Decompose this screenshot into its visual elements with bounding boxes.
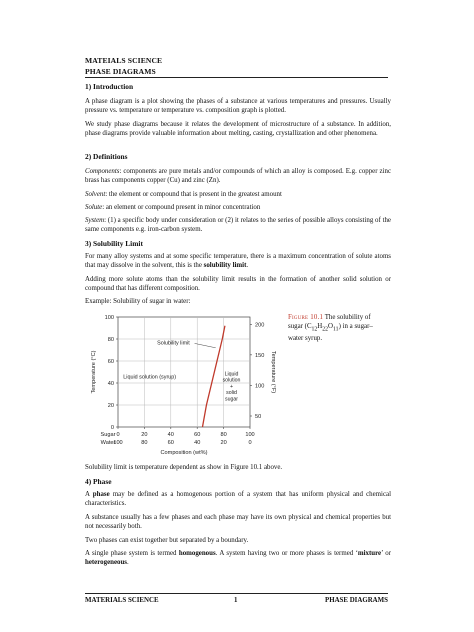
solubility-after-figure: Solubility limit is temperature dependent as show in Figure 10.1 above. — [85, 464, 283, 471]
caption-text-b: H — [317, 323, 323, 330]
y-tick-label: 80 — [107, 337, 114, 343]
phase4-text-c: . A system having two or more phases is termed ‘ — [215, 550, 358, 557]
section-introduction-heading: 1) Introduction — [85, 82, 134, 91]
annotation-two-phase-line: solid — [226, 390, 237, 397]
x-tick-label-sugar: 100 — [245, 432, 255, 438]
section-definitions-heading: 2) Definitions — [85, 152, 128, 161]
x-tick-label-water: 40 — [194, 440, 201, 446]
solubility-limit-term: solubility limit — [203, 262, 247, 269]
annotation-two-phase-line: solution — [222, 377, 241, 384]
solubility-chart — [86, 308, 286, 462]
caption-sub-3: 11 — [333, 326, 339, 333]
phase-paragraph-3: Two phases can exist together but separated by a boundary. — [85, 537, 249, 544]
y-tick-label: 100 — [104, 315, 114, 321]
x-tick-label-sugar: 60 — [194, 432, 201, 438]
term-solvent: Solvent — [85, 191, 106, 198]
definition-system — [85, 216, 391, 234]
y2-axis-label: Temperature (°F) — [270, 350, 276, 394]
solubility-text-c: . — [246, 262, 249, 269]
x-tick-label-sugar: 20 — [141, 432, 148, 438]
footer-right: PHASE DIAGRAMS — [325, 597, 388, 604]
phase-paragraph-1 — [85, 490, 391, 508]
phase4-text-a: A single phase system is termed — [85, 550, 179, 557]
x-tick-label-water: 100 — [113, 440, 123, 446]
y-tick-label: 60 — [107, 359, 114, 365]
section-phase-heading: 4) Phase — [85, 477, 112, 486]
x-row-label-water: Water — [100, 440, 116, 446]
y2-tick-label: 100 — [255, 383, 265, 390]
y2-tick-label: 200 — [255, 322, 265, 329]
definition-solvent — [85, 190, 391, 199]
definition-solvent-text: : the element or compound that is present in the greatest amount — [105, 191, 282, 198]
solubility-paragraph-2: Adding more solute atoms than the solubility limit results in the formation of another solid solution or compound that has different composition. — [85, 276, 391, 292]
intro-paragraph-2: We study phase diagrams because it relates the development of microstructure of a substance. In addition, phase diagrams provide valuable information about melting, casting, crystallization and other phenomena. — [85, 121, 391, 137]
y-axis-label: Temperature (°C) — [91, 350, 97, 394]
solubility-example: Example: Solubility of sugar in water: — [85, 298, 191, 305]
caption-text-c: O — [328, 323, 334, 330]
document-subtitle: PHASE DIAGRAMS — [85, 67, 156, 76]
definition-solute-text: : an element or compound present in minor concentration — [102, 204, 261, 211]
document-title: MATEIALS SCIENCE — [85, 56, 163, 65]
annotation-two-phase-line: Liquid — [224, 371, 239, 378]
definition-components-text: : components are pure metals and/or compounds of which an alloy is composed. E.g. copper zinc brass has components copper (Cu) and zinc (Zn). — [85, 168, 391, 184]
x-tick-label-water: 0 — [248, 440, 252, 446]
figure-label: Figure 10.1 — [288, 314, 324, 321]
x-axis-label: Composition (wt%) — [160, 450, 208, 456]
annotation-two-phase-line: + — [230, 383, 234, 390]
annotation-solubility-limit: Solubility limit — [157, 340, 190, 347]
phase-paragraph-2: A substance usually has a few phases and each phase may have its own physical and chemical properties but not necessarily both. — [85, 514, 391, 530]
y-tick-label: 20 — [107, 403, 114, 409]
y2-tick-label: 150 — [255, 352, 265, 359]
intro-paragraph-1: A phase diagram is a plot showing the phases of a substance at various temperatures and pressures. Usually pressure vs. temperature or temperature vs. composition graph is plotted. — [85, 98, 391, 114]
footer-left: MATERIALS SCIENCE — [85, 597, 159, 604]
y-tick-label: 40 — [107, 381, 114, 387]
annotation-liquid-solution: Liquid solution (syrup) — [123, 374, 177, 381]
definition-solute — [85, 203, 391, 212]
x-tick-label-water: 20 — [220, 440, 227, 446]
phase-paragraph-4 — [85, 549, 391, 567]
term-system: System — [85, 217, 105, 224]
x-tick-label-sugar: 80 — [220, 432, 227, 438]
y2-tick-label: 50 — [255, 414, 262, 420]
phase-term: phase — [92, 491, 110, 498]
definition-system-text: : (1) a specific body under consideration or (2) it relates to the series of possible alloys consisting of the same components e.g. iron-carbon system. — [85, 217, 391, 233]
phase4-text-g: . — [126, 559, 129, 566]
term-solute: Solute — [85, 204, 103, 211]
term-components: Components — [85, 168, 120, 175]
annotation-two-phase-line: sugar — [225, 396, 239, 403]
footer-rule — [85, 593, 388, 594]
caption-sub-1: 12 — [311, 326, 318, 333]
solubility-text-a: For many alloy systems and at some specific temperature, there is a maximum concentration of solute atoms that may dissolve in the solvent, this is the — [85, 253, 391, 269]
x-tick-label-water: 80 — [141, 440, 148, 446]
x-tick-label-sugar: 0 — [116, 432, 120, 438]
footer-page-number: 1 — [234, 597, 238, 604]
x-tick-label-sugar: 40 — [167, 432, 174, 438]
definition-components — [85, 167, 391, 185]
caption-text-d: ) in a sugar–water syrup. — [288, 323, 373, 343]
y-tick-label: 0 — [110, 425, 114, 431]
mixture-term: mixture — [357, 550, 382, 557]
solubility-paragraph-1 — [85, 252, 391, 270]
phase-text-a: A — [85, 491, 93, 498]
x-row-label-sugar: Sugar — [100, 432, 116, 438]
x-tick-label-water: 60 — [167, 440, 174, 446]
caption-text-a: The solubility of sugar (C — [288, 314, 371, 330]
phase4-text-e: ’ or — [381, 550, 391, 557]
figure-caption — [288, 313, 374, 343]
phase-text-c: may be defined as a homogenous portion of a system that has uniform physical and chemical characteristics. — [85, 491, 391, 507]
caption-sub-2: 22 — [322, 326, 329, 333]
header-rule — [85, 77, 388, 78]
heterogeneous-term: heterogeneous — [85, 559, 127, 566]
homogenous-term: homogenous — [178, 550, 216, 557]
section-solubility-heading: 3) Solubility Limit — [85, 239, 143, 248]
